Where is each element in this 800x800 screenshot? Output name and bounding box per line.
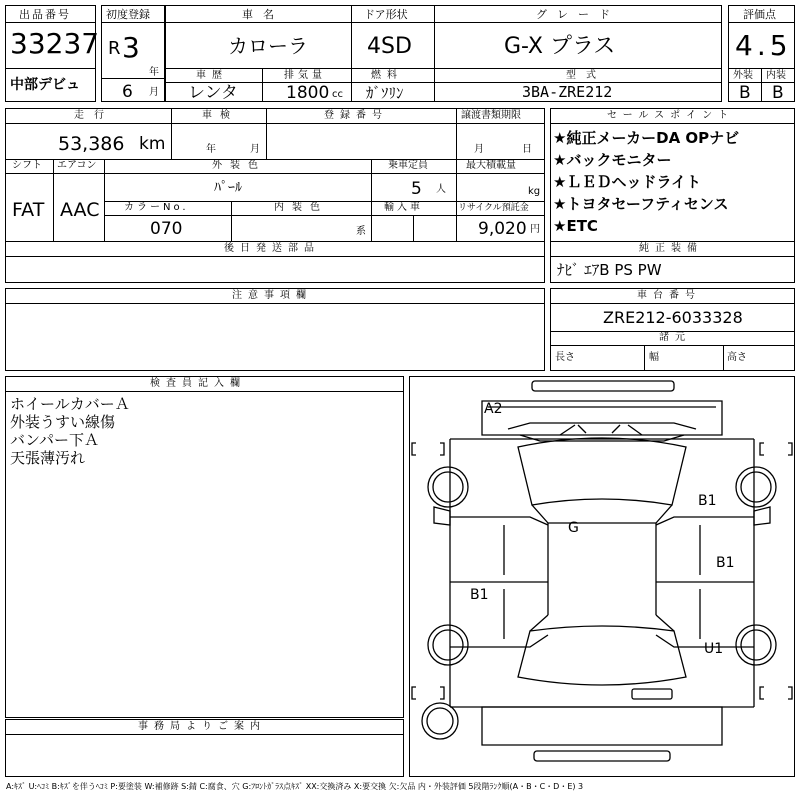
mileage-unit: km: [139, 134, 166, 154]
ac-label: エアコン: [57, 160, 97, 171]
selling-point-item: ★バックモニター: [553, 151, 672, 169]
era: R: [108, 38, 121, 59]
selling-point-item: ★ETC: [553, 217, 598, 235]
lot-label: 出品番号: [19, 8, 71, 21]
inspector-line: 天張薄汚れ: [10, 449, 86, 467]
exterior-score-label: 外装: [733, 70, 753, 81]
inspection-month-unit: 月: [250, 144, 260, 155]
transfer-month-unit: 月: [474, 144, 484, 155]
genuine-equipment: ﾅﾋﾞ ｴｱB PS PW: [557, 261, 662, 279]
notes-label: 注意事項欄: [232, 290, 312, 301]
recycle: 9,020: [478, 219, 527, 239]
model-label: 型式: [566, 70, 606, 81]
length-label: 長さ: [555, 352, 575, 363]
footer-legend: A:ｷｽﾞ U:ﾍｺﾐ B:ｷｽﾞを伴うﾍｺﾐ P:要塗装 W:補修跡 S:錆 C:腐食、穴 G:ﾌﾛﾝﾄｶﾞﾗｽ点ｷｽﾞ XX:交換済み X:要交換 欠:欠品 内・外装評価 5段階ﾗﾝｸ順(A・B・C・D・E) 3: [6, 782, 584, 791]
fuel-label: 燃料: [371, 70, 403, 81]
genuine-equipment-box: [550, 241, 795, 283]
selling-point-item: ★ＬＥＤヘッドライト: [553, 173, 701, 191]
selling-points-box: [550, 108, 795, 242]
inspection-label: 車検: [202, 110, 238, 121]
int-color-label: 内装色: [274, 202, 328, 213]
damage-mark: B1: [698, 493, 717, 509]
month-unit: 月: [149, 87, 159, 98]
inspector-line: ホイールカバーＡ: [10, 395, 130, 413]
chassis-label: 車台番号: [637, 290, 701, 301]
chassis-number: ZRE212-6033328: [603, 308, 743, 327]
door-label: ドア形状: [364, 8, 408, 21]
damage-mark: G: [568, 520, 579, 536]
inspector-line: バンパー下Ａ: [10, 431, 99, 449]
lot-number: 33237: [10, 27, 100, 60]
interior-score: B: [772, 83, 784, 103]
score-label: 評価点: [743, 8, 776, 21]
transfer-label: 譲渡書類期限: [461, 110, 521, 121]
inspection-year-unit: 年: [206, 144, 216, 155]
damage-mark: A2: [484, 401, 503, 417]
selling-points-label: セールスポイント: [607, 110, 735, 121]
recycle-label: リサイクル預託金: [458, 203, 529, 213]
interior-score-label: 内装: [766, 70, 786, 81]
history: レンタ: [188, 83, 238, 103]
color-no-label: カラーNo.: [124, 202, 189, 213]
mileage-label: 走行: [74, 110, 114, 121]
car-name: カローラ: [228, 34, 308, 58]
width-label: 幅: [649, 352, 659, 363]
lot-box: [5, 5, 100, 102]
ext-color-label: 外装色: [212, 160, 266, 171]
era-year: 3: [122, 31, 140, 64]
ac: AAC: [60, 199, 100, 221]
fuel: ｶﾞｿﾘﾝ: [366, 84, 404, 102]
first-reg-label: 初度登録: [106, 8, 150, 21]
year-unit: 年: [149, 67, 159, 78]
int-color-unit: 系: [356, 226, 366, 237]
door-type: 4SD: [367, 34, 412, 59]
details-box: [5, 108, 545, 242]
damage-mark: B1: [716, 555, 735, 571]
month: 6: [122, 82, 133, 102]
shift-label: シフト: [12, 160, 42, 171]
damage-mark: B1: [470, 587, 489, 603]
car-diagram: [410, 377, 794, 776]
capacity-label: 乗車定員: [388, 160, 428, 171]
notes-box: [5, 288, 545, 371]
score: 4.5: [735, 29, 792, 62]
capacity-unit: 人: [436, 184, 446, 195]
displacement-unit: cc: [332, 89, 343, 100]
car-info-box: [165, 5, 722, 102]
mileage: 53,386: [58, 133, 125, 155]
capacity: 5: [411, 179, 422, 199]
displacement: 1800: [286, 83, 330, 103]
registration-label: 登録番号: [324, 110, 388, 121]
color-no: 070: [150, 219, 183, 239]
selling-point-item: ★トヨタセーフティセンス: [553, 195, 729, 213]
model: 3BA-ZRE212: [522, 83, 613, 101]
displacement-label: 排気量: [284, 70, 326, 81]
grade-label: グレード: [536, 8, 620, 21]
inspector-label: 検査員記入欄: [150, 378, 246, 389]
max-load-unit: kg: [528, 186, 541, 197]
damage-diagram-box: [409, 376, 795, 777]
grade: G-X プラス: [504, 34, 616, 59]
first-registration-box: [101, 5, 165, 102]
selling-point-item: ★純正メーカーDA OPナビ: [553, 129, 740, 147]
later-parts-label: 後日発送部品: [224, 243, 320, 254]
ext-color: ﾊﾟｰﾙ: [214, 180, 242, 196]
office-box: [5, 719, 404, 777]
recycle-unit: 円: [530, 224, 540, 235]
score-box: [728, 5, 795, 102]
dims-label: 諸元: [659, 332, 691, 343]
height-label: 高さ: [727, 352, 747, 363]
history-label: 車歴: [196, 70, 228, 81]
inspector-line: 外装うすい線傷: [10, 413, 116, 431]
auction-venue: 中部デビュ: [10, 77, 80, 93]
later-parts-box: [5, 241, 545, 283]
shift: FAT: [12, 199, 45, 221]
inspector-box: [5, 376, 404, 718]
damage-mark: U1: [704, 641, 724, 657]
chassis-box: [550, 288, 795, 371]
max-load-label: 最大積載量: [466, 160, 516, 171]
transfer-day-unit: 日: [522, 144, 532, 155]
office-label: 事務局よりご案内: [138, 721, 266, 732]
import-label: 輸入車: [384, 202, 423, 213]
exterior-score: B: [739, 83, 751, 103]
car-name-label: 車名: [242, 8, 284, 21]
genuine-equipment-label: 純正装備: [639, 243, 703, 254]
